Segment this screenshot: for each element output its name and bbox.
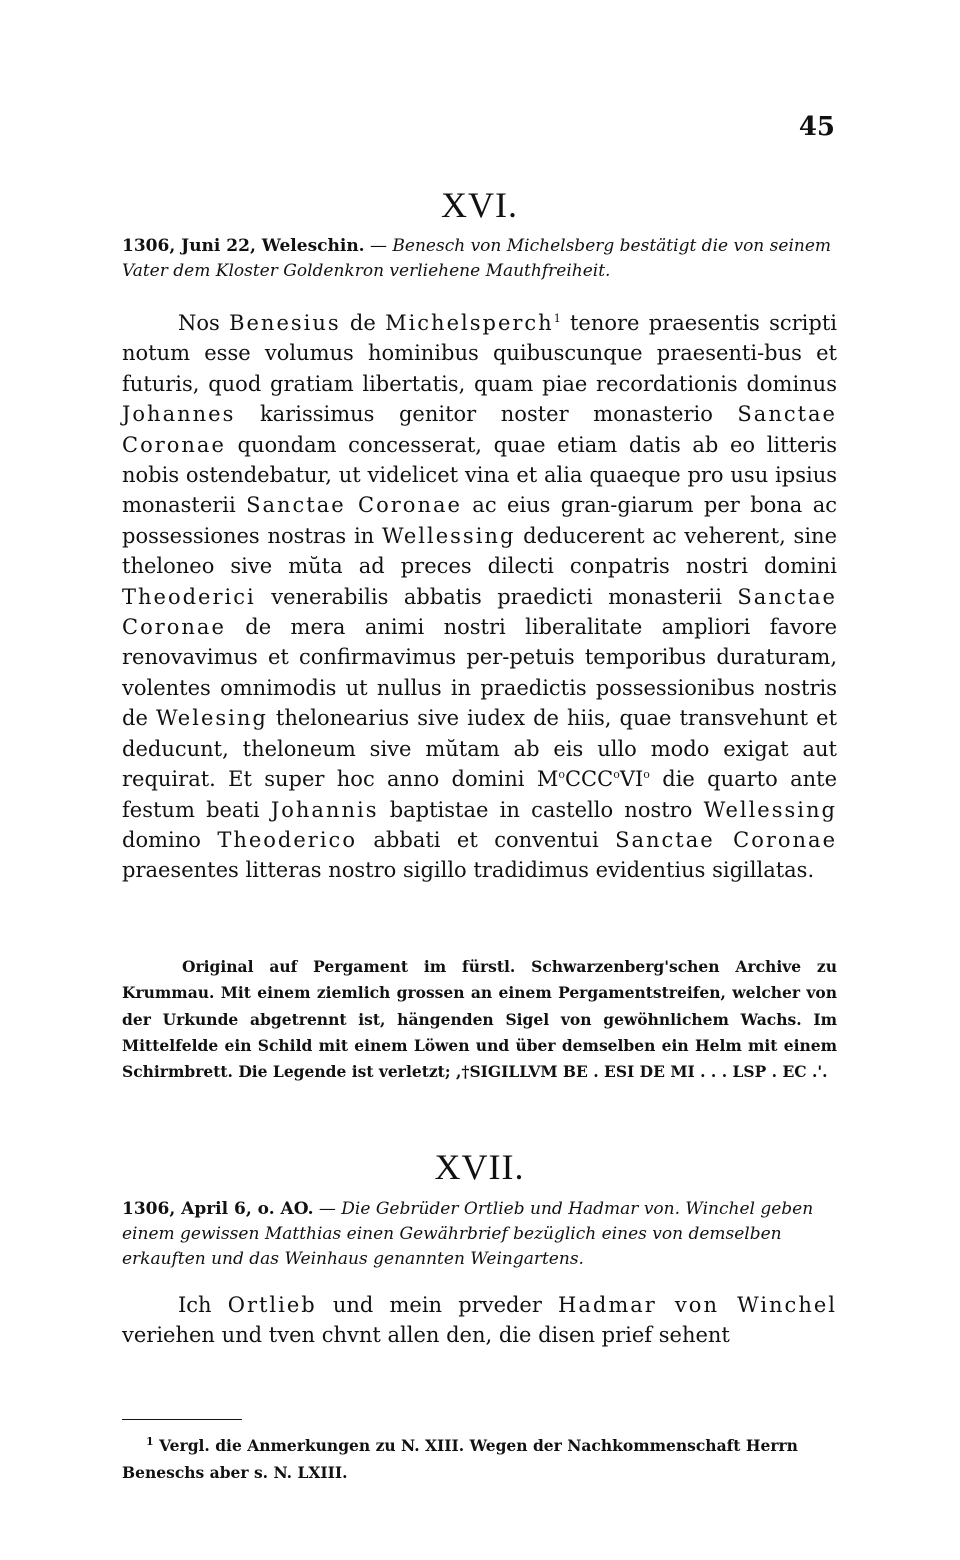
person-name: Theoderico bbox=[217, 827, 357, 852]
charter-text-xvii bbox=[122, 1290, 837, 1351]
footnote-mark: 1 bbox=[146, 1434, 154, 1448]
person-name: Theoderici bbox=[122, 584, 256, 609]
place-name: Welesing bbox=[155, 706, 268, 731]
footnote-text: Vergl. die Anmerkungen zu N. XIII. Wegen der Nachkommenschaft Herrn Beneschs aber s. N. LXIII. bbox=[122, 1436, 798, 1482]
regest-xvii bbox=[122, 1197, 837, 1272]
person-name: Johannis bbox=[270, 797, 379, 822]
charter-text-xvi bbox=[122, 308, 837, 886]
place-name: Wellessing bbox=[381, 523, 516, 548]
regest-summary: Die Gebrüder Ortlieb und Hadmar von. Winchel geben einem gewissen Matthias einen Gewährbrief bezüglich eines von demselben erkauften und das Weinhaus genannten Weingartens. bbox=[122, 1199, 814, 1269]
page-number: 45 bbox=[798, 112, 835, 142]
archival-note-text: Original auf Pergament im fürstl. Schwarzenberg'schen Archive zu Krummau. Mit einem ziemlich grossen an einem Pergamentstreifen, welcher von der Urkunde abgetrennt ist, hängenden Sigel von gewöhnlichem Wachs. Im Mittelfelde ein Schild mit einem Löwen und über demselben ein Helm mit einem Schirmbrett. Die Legende ist verletzt; ,†SIGILLVM BE . ESI DE MI . . . LSP . EC .'. bbox=[122, 957, 837, 1082]
place-name: Sanctae Coronae bbox=[615, 827, 837, 852]
person-name: Johannes bbox=[122, 402, 236, 427]
place-name: Sanctae Coronae bbox=[246, 493, 462, 518]
charter-paragraph: Nos Benesius de Michelsperch$^1$ tenore praesentis scripti notum esse volumus hominibus quibuscunque praesenti-bus et futuris, quod gratiam libertatis, quam piae recordationis dominus Johannes karissimus genitor noster monasterio Sanctae Coronae quondam concesserat, quae etiam datis ab eo litteris nobis ostendebatur, ut videlicet vina et alia quaeque pro usu ipsius monasterii Sanctae Coronae ac eius gran-giarum per bona ac possessiones nostras in Wellessing deducerent ac veherent, sine theloneo sive mŭta ad preces dilecti conpatris nostri domini Theoderici venerabilis abbatis praedicti monasterii Sanctae Coronae de mera animi nostri liberalitate ampliori favore renovavimus et confirmavimus per-petuis temporibus duraturam, volentes omnimodis ut nullus in praedictis possessionibus nostris de Welesing thelonearius sive iudex de hiis, quae transvehunt et deducunt, theloneum sive mŭtam ab eis ullo modo exigat aut requirat. Et super hoc anno domini $M^oCCC^oVI^o$ die quarto ante festum beati Johannis baptistae in castello nostro Wellessing domino Theoderico abbati et conventui Sanctae Coronae praesentes litteras nostro sigillo tradidimus evidentius sigillatas. bbox=[122, 311, 838, 883]
charter-paragraph: Ich Ortlieb und mein prveder Hadmar von Winchel veriehen und tven chvnt allen den, die disen prief sehent bbox=[122, 1293, 837, 1348]
footnote bbox=[122, 1432, 837, 1486]
person-name: Ortlieb bbox=[227, 1293, 317, 1317]
footnote-reference: 1 bbox=[553, 312, 561, 325]
regest-xvi bbox=[122, 234, 837, 284]
footnote-divider bbox=[122, 1419, 242, 1420]
regest-summary: Benesch von Michelsberg bestätigt die von seinem Vater dem Kloster Goldenkron verliehene Mauthfreiheit. bbox=[122, 236, 832, 281]
archival-note-xvi bbox=[122, 954, 837, 1085]
place-name: Sanctae Coronae bbox=[122, 402, 837, 457]
place-name: Sanctae Coronae bbox=[122, 584, 837, 640]
regest-date: 1306, April 6, o. AO. bbox=[122, 1199, 314, 1219]
section-heading-xvii: XVII. bbox=[434, 1147, 525, 1187]
year-numeral: $M^oCCC^oVI^o$ bbox=[536, 767, 650, 792]
person-name: Hadmar von Winchel bbox=[558, 1293, 837, 1317]
regest-date: 1306, Juni 22, Weleschin. bbox=[122, 236, 365, 256]
place-name: Wellessing bbox=[703, 797, 837, 822]
regest-dash: — bbox=[318, 1199, 336, 1219]
place-name: Michelsperch bbox=[385, 311, 554, 335]
section-heading-xvi: XVI. bbox=[441, 185, 518, 225]
person-name: Benesius bbox=[229, 311, 341, 335]
regest-dash: — bbox=[370, 236, 388, 256]
